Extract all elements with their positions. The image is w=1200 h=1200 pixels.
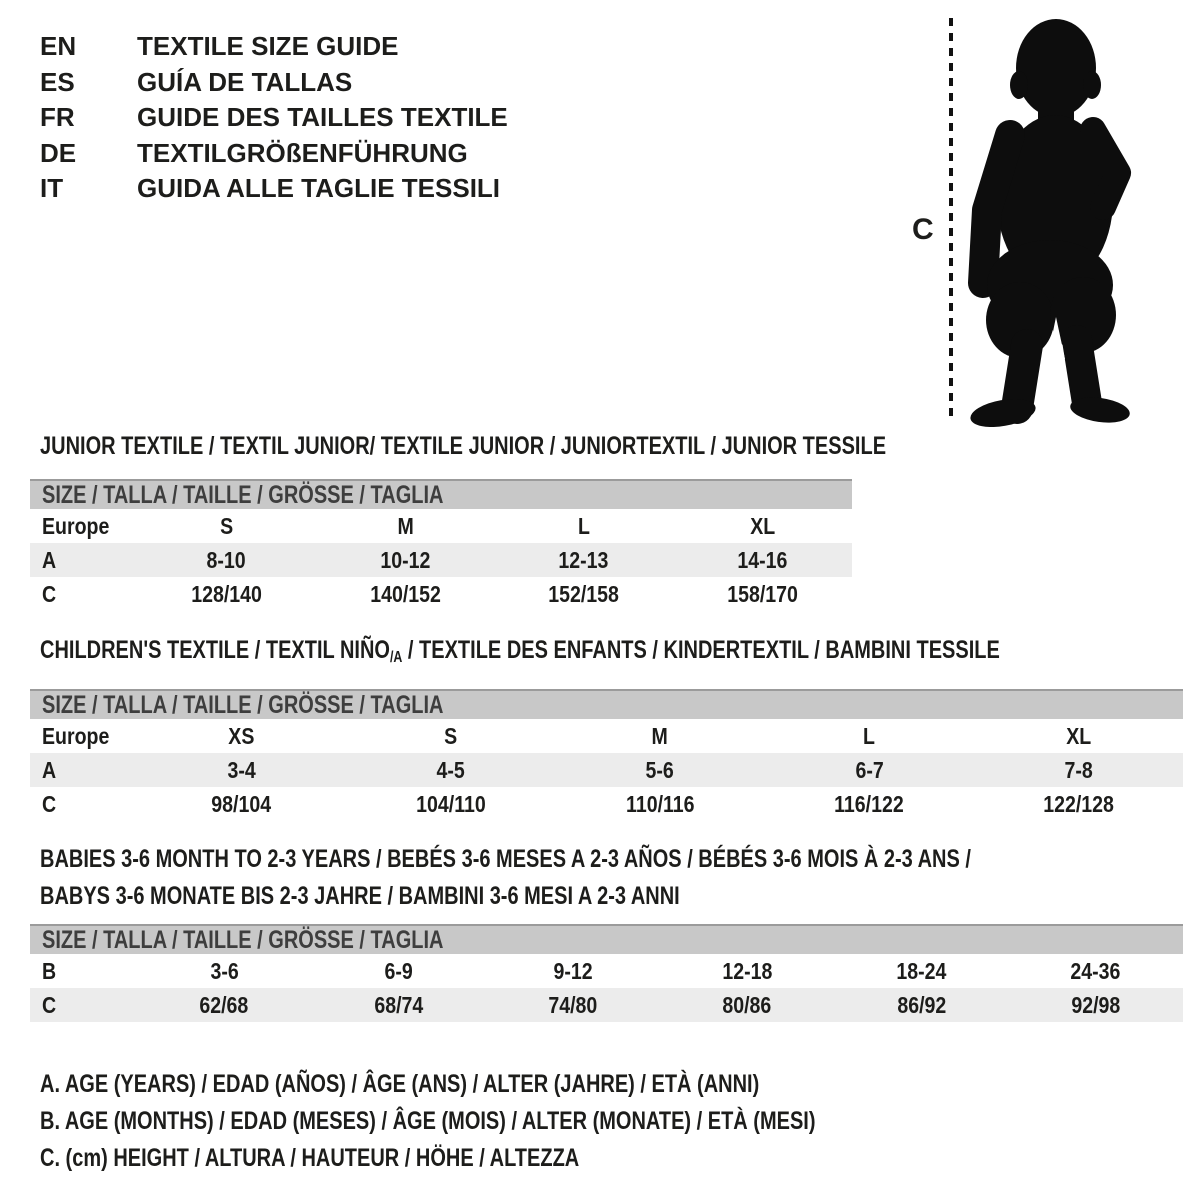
lang-code: EN [40, 31, 77, 62]
table-cell: 24-36 [1070, 957, 1121, 984]
table-cell: M [651, 722, 669, 749]
table-row [30, 753, 1183, 787]
language-title-list [40, 29, 508, 207]
junior-size-table [30, 479, 852, 611]
table-row [30, 954, 1183, 988]
toddler-silhouette-graphic [935, 15, 1147, 427]
table-cell: XS [228, 722, 255, 749]
children-section-title-text: CHILDREN'S TEXTILE / TEXTIL NIÑO/A / TEXTILE DES ENFANTS / KINDERTEXTIL / BAMBINI TESSILE [40, 635, 1000, 666]
table-cell: 74/80 [548, 991, 598, 1018]
table-cell: 86/92 [897, 991, 946, 1018]
table-cell: 104/110 [416, 790, 486, 817]
legend-line-a: A. AGE (YEARS) / EDAD (AÑOS) / ÂGE (ANS) / ALTER (JAHRE) / ETÀ (ANNI) [40, 1070, 760, 1098]
table-cell: 122/128 [1043, 790, 1114, 817]
lang-label: GUÍA DE TALLAS [137, 66, 353, 97]
children-size-table [30, 689, 1183, 821]
babies-size-table [30, 924, 1183, 1022]
table-row [30, 719, 1183, 753]
table-cell: 6-7 [855, 756, 884, 783]
table-cell: 12-18 [722, 957, 773, 984]
table-cell: M [396, 512, 414, 539]
table-cell: 12-13 [558, 546, 609, 573]
table-cell: 5-6 [645, 756, 675, 783]
lang-label: GUIDA ALLE TAGLIE TESSILI [137, 173, 501, 204]
table-cell: 140/152 [369, 580, 441, 607]
table-row [30, 577, 852, 611]
children-table-size-header: SIZE / TALLA / TAILLE / GRÖSSE / TAGLIA [30, 689, 1183, 719]
junior-section-title [40, 431, 1098, 461]
table-cell: XL [750, 512, 776, 539]
table-cell: L [863, 722, 876, 749]
table-cell: 9-12 [553, 957, 593, 984]
table-cell: 68/74 [374, 991, 423, 1018]
lang-code: DE [40, 137, 77, 168]
legend-line-c: C. (cm) HEIGHT / ALTURA / HAUTEUR / HÖHE / ALTEZZA [40, 1144, 580, 1172]
row-label: C [42, 991, 57, 1018]
table-row [30, 988, 1183, 1022]
table-cell: 10-12 [380, 546, 431, 573]
row-label: C [42, 790, 57, 817]
lang-code: FR [40, 102, 75, 133]
table-cell: 14-16 [737, 546, 788, 573]
babies-title-line1: BABIES 3-6 MONTH TO 2-3 YEARS / BEBÉS 3-6 MESES A 2-3 AÑOS / BÉBÉS 3-6 MOIS À 2-3 ANS / [40, 845, 971, 873]
lang-row-en [40, 29, 508, 65]
table-cell: 3-6 [210, 957, 239, 984]
row-label: A [42, 546, 57, 573]
lang-row-fr [40, 100, 508, 136]
lang-row-de [40, 136, 508, 172]
table-cell: 62/68 [199, 991, 249, 1018]
table-cell: S [444, 722, 458, 749]
row-label: A [42, 756, 57, 783]
legend-line-b: B. AGE (MONTHS) / EDAD (MESES) / ÂGE (MOIS) / ALTER (MONATE) / ETÀ (MESI) [40, 1107, 816, 1135]
table-cell: 6-9 [384, 957, 413, 984]
lang-label: TEXTILE SIZE GUIDE [137, 31, 399, 62]
lang-row-es [40, 65, 508, 101]
table-cell: L [577, 512, 590, 539]
lang-code: IT [40, 173, 64, 204]
table-cell: 98/104 [211, 790, 272, 817]
toddler-silhouette-shape [968, 19, 1131, 427]
measure-legend [40, 1066, 1009, 1177]
row-label: Europe [42, 722, 110, 749]
table-cell: 116/122 [834, 790, 904, 817]
table-cell: 7-8 [1064, 756, 1093, 783]
table-row [30, 509, 852, 543]
lang-label: TEXTILGRÖßENFÜHRUNG [137, 137, 468, 168]
row-label: Europe [42, 512, 110, 539]
table-cell: 4-5 [436, 756, 465, 783]
height-measure-label: C [912, 213, 934, 246]
table-cell: 8-10 [206, 546, 246, 573]
table-cell: 158/170 [727, 580, 798, 607]
children-section-title [40, 636, 1200, 666]
table-cell: 18-24 [896, 957, 947, 984]
table-cell: 92/98 [1071, 991, 1121, 1018]
junior-table-size-header: SIZE / TALLA / TAILLE / GRÖSSE / TAGLIA [30, 479, 852, 509]
babies-section-title [40, 841, 1200, 915]
babies-title-line2: BABYS 3-6 MONATE BIS 2-3 JAHRE / BAMBINI 3-6 MESI A 2-3 ANNI [40, 882, 680, 910]
babies-table-size-header: SIZE / TALLA / TAILLE / GRÖSSE / TAGLIA [30, 924, 1183, 954]
table-cell: 128/140 [191, 580, 262, 607]
row-label: B [42, 957, 57, 984]
table-cell: XL [1065, 722, 1091, 749]
table-row [30, 787, 1183, 821]
junior-section-title-text: JUNIOR TEXTILE / TEXTIL JUNIOR/ TEXTILE JUNIOR / JUNIORTEXTIL / JUNIOR TESSILE [40, 431, 887, 460]
table-cell: S [219, 512, 233, 539]
table-cell: 152/158 [548, 580, 620, 607]
table-cell: 110/116 [625, 790, 695, 817]
table-row [30, 543, 852, 577]
lang-label: GUIDE DES TAILLES TEXTILE [137, 102, 508, 133]
table-cell: 3-4 [227, 756, 256, 783]
row-label: C [42, 580, 57, 607]
lang-code: ES [40, 66, 75, 97]
lang-row-it [40, 171, 508, 207]
table-cell: 80/86 [722, 991, 772, 1018]
